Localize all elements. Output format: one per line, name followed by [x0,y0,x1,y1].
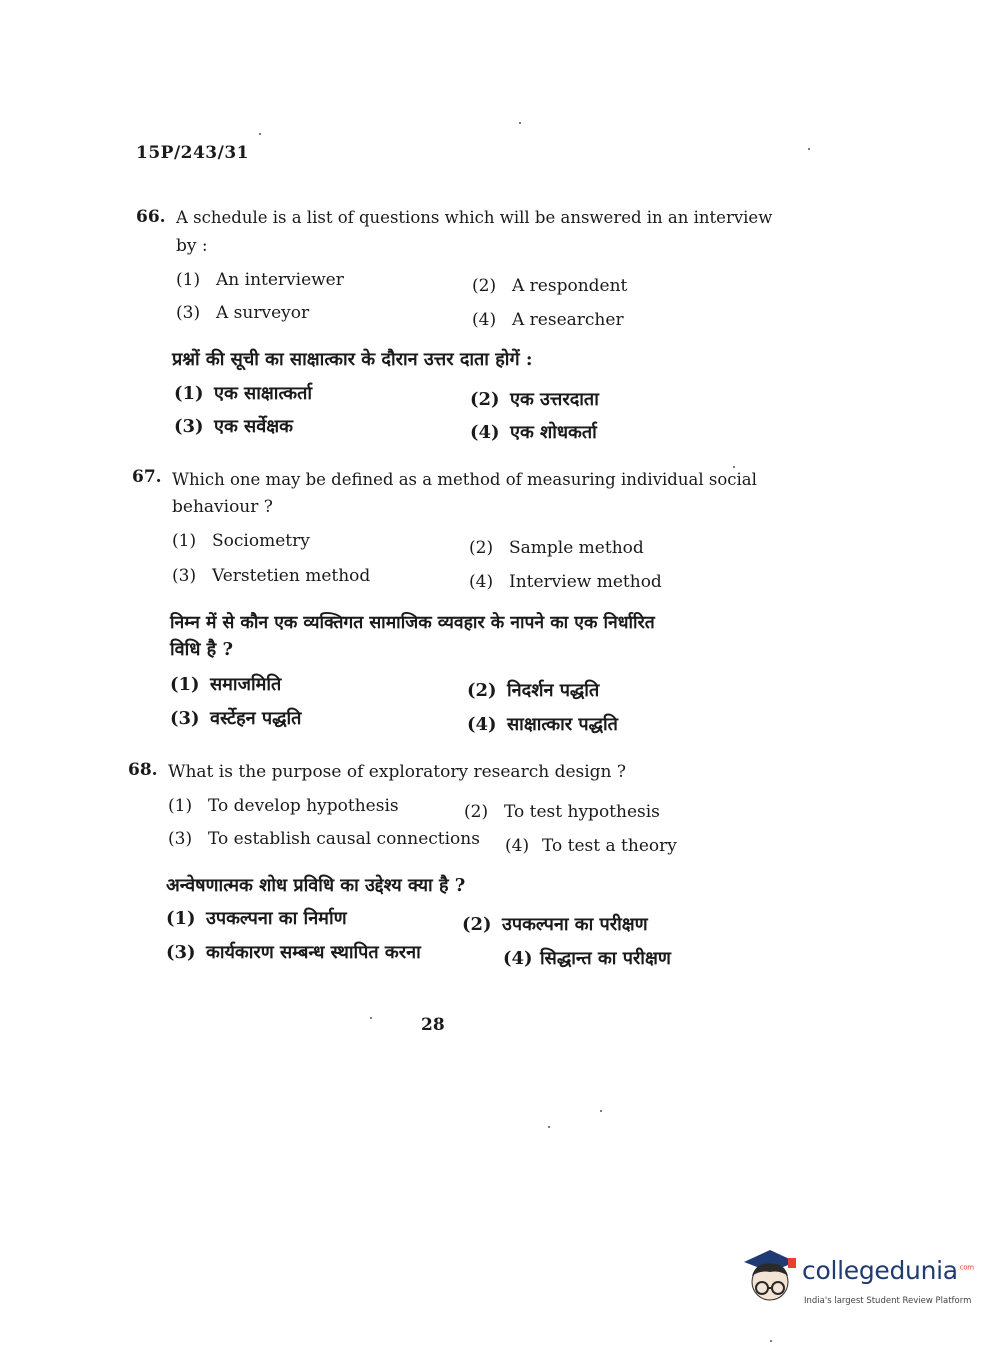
option-4-hi: (4) एक शोधकर्ता [470,422,597,443]
paper-code: 15P/243/31 [136,143,250,163]
option-4-hi: (4) साक्षात्कार पद्धति [467,714,618,735]
question-text-hi: प्रश्नों की सूची का साक्षात्कार के दौरान उत्तर दाता होगें : [172,349,533,370]
question-text-en: behaviour ? [172,497,273,517]
option-1: (1) Sociometry [172,531,310,551]
option-2: (2) Sample method [469,538,644,558]
option-1: (1) An interviewer [176,270,344,290]
brand-name: collegedunia$^{.com}$ [802,1256,974,1285]
question-number: 66. [136,207,166,227]
option-1-hi: (1) समाजमिति [170,674,282,695]
option-2-hi: (2) उपकल्पना का परीक्षण [462,914,648,935]
scan-speck [600,1110,602,1112]
scan-speck [370,1017,372,1019]
option-3: (3) Verstetien method [172,566,371,586]
option-2-hi: (2) एक उत्तरदाता [470,389,599,410]
option-4: (4) To test a theory [505,836,677,856]
scan-speck [770,1340,772,1342]
option-2: (2) A respondent [472,276,628,296]
option-1-hi: (1) उपकल्पना का निर्माण [166,908,347,929]
option-3-hi: (3) कार्यकारण सम्बन्ध स्थापित करना [166,942,421,963]
question-number: 68. [128,760,158,780]
scan-speck [808,148,810,150]
question-text-en: by : [176,236,208,256]
option-2: (2) To test hypothesis [464,802,660,822]
option-3: (3) A surveyor [176,303,310,323]
option-1-hi: (1) एक साक्षात्कर्ता [174,383,313,404]
scan-speck [519,122,521,124]
page-number: 28 [421,1015,445,1035]
option-3-hi: (3) वर्स्टेहन पद्धति [170,708,302,729]
scan-speck [548,1126,550,1128]
question-text-hi: अन्वेषणात्मक शोध प्रविधि का उद्देश्य क्या है ? [166,875,466,896]
option-3: (3) To establish causal connections [168,829,480,849]
option-4-hi: (4) सिद्धान्त का परीक्षण [503,948,671,969]
option-3-hi: (3) एक सर्वेक्षक [174,416,293,437]
question-text-en: Which one may be defined as a method of measuring individual social [172,470,757,489]
collegedunia-watermark [740,1248,974,1318]
question-text-hi: विधि है ? [170,639,234,660]
question-text-en: What is the purpose of exploratory research design ? [168,762,627,782]
option-1: (1) To develop hypothesis [168,796,399,816]
brand-tagline: India's largest Student Review Platform [804,1296,972,1306]
question-number: 67. [132,467,162,487]
scan-speck [733,466,735,468]
scan-speck [259,133,261,135]
option-2-hi: (2) निदर्शन पद्धति [467,680,600,701]
option-4: (4) Interview method [469,572,662,592]
question-text-hi: निम्न में से कौन एक व्यक्तिगत सामाजिक व्यवहार के नापने का एक निर्धारित [170,613,655,633]
question-text-en: A schedule is a list of questions which will be answered in an interview [176,208,773,227]
option-4: (4) A researcher [472,310,624,330]
mascot-logo-icon [740,1248,800,1312]
